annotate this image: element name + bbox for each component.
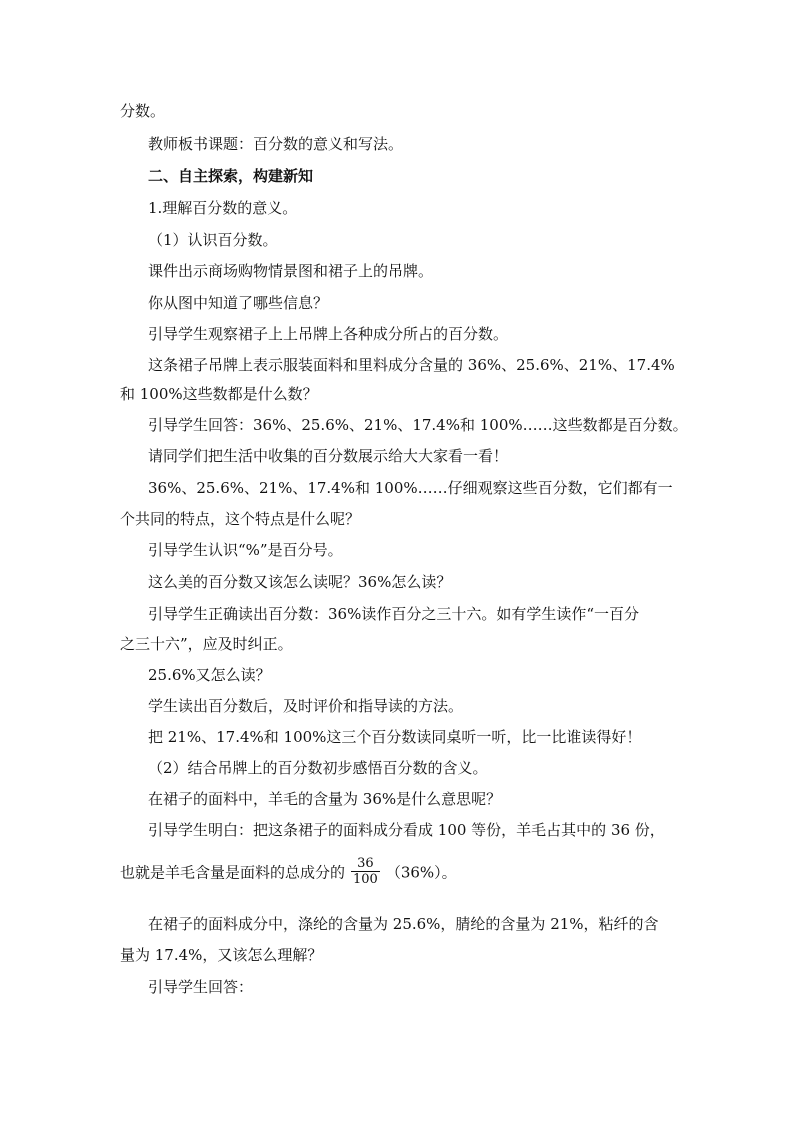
text-line: 量为 17.4%，又该怎么理解？ — [120, 946, 323, 964]
text-line: 分数。 — [120, 102, 166, 120]
text-line: 引导学生明白：把这条裙子的面料成分看成 100 等份，羊毛占其中的 36 份， — [148, 821, 665, 839]
text-line: 这条裙子吊牌上表示服装面料和里料成分含量的 36%、25.6%、21%、17.4% — [148, 356, 675, 374]
text-line: 引导学生认识“%”是百分号。 — [148, 541, 343, 559]
text-line: 在裙子的面料成分中，涤纶的含量为 25.6%，腈纶的含量为 21%，粘纤的含 — [148, 915, 659, 933]
text-segment: 也就是羊毛含量是面料的总成分的 — [120, 863, 346, 882]
text-line: 教师板书课题：百分数的意义和写法。 — [148, 135, 404, 153]
text-line: 25.6%又怎么读？ — [148, 666, 271, 684]
fraction-numerator: 36 — [357, 856, 374, 871]
text-line: 你从图中知道了哪些信息？ — [148, 294, 329, 312]
text-segment: （36%）。 — [385, 863, 457, 882]
text-line: 个共同的特点，这个特点是什么呢？ — [120, 510, 361, 528]
text-line: 36%、25.6%、21%、17.4%和 100%……仔细观察这些百分数，它们都有一 — [148, 479, 673, 497]
subsection-heading: （1）认识百分数。 — [148, 231, 278, 249]
fraction-line — [120, 858, 457, 889]
text-line: 和 100%这些数都是什么数？ — [120, 385, 318, 403]
fraction-denominator: 100 — [353, 872, 378, 887]
text-line: 课件出示商场购物情景图和裙子上的吊牌。 — [148, 262, 434, 280]
text-line: 引导学生观察裙子上上吊牌上各种成分所占的百分数。 — [148, 325, 509, 343]
text-line: 引导学生回答：36%、25.6%、21%、17.4%和 100%……这些数都是百分数。 — [148, 416, 688, 434]
text-line: 把 21%、17.4%和 100%这三个百分数读同桌听一听，比一比谁读得好！ — [148, 728, 642, 746]
text-line: 之三十六”，应及时纠正。 — [120, 635, 293, 653]
text-line: 请同学们把生活中收集的百分数展示给大大家看一看！ — [148, 447, 509, 465]
text-line: 引导学生回答： — [148, 978, 254, 996]
section-heading: 二、自主探索，构建新知 — [148, 167, 314, 185]
text-line: 在裙子的面料中，羊毛的含量为 36%是什么意思呢？ — [148, 790, 502, 808]
fraction — [351, 856, 380, 887]
text-line: 引导学生正确读出百分数：36%读作百分之三十六。如有学生读作“一百分 — [148, 605, 640, 623]
subsection-heading: 1.理解百分数的意义。 — [148, 199, 298, 217]
text-line: 这么美的百分数又该怎么读呢？36%怎么读？ — [148, 573, 452, 591]
text-line: 学生读出百分数后，及时评价和指导读的方法。 — [148, 697, 464, 715]
subsection-heading: （2）结合吊牌上的百分数初步感悟百分数的含义。 — [148, 759, 488, 777]
